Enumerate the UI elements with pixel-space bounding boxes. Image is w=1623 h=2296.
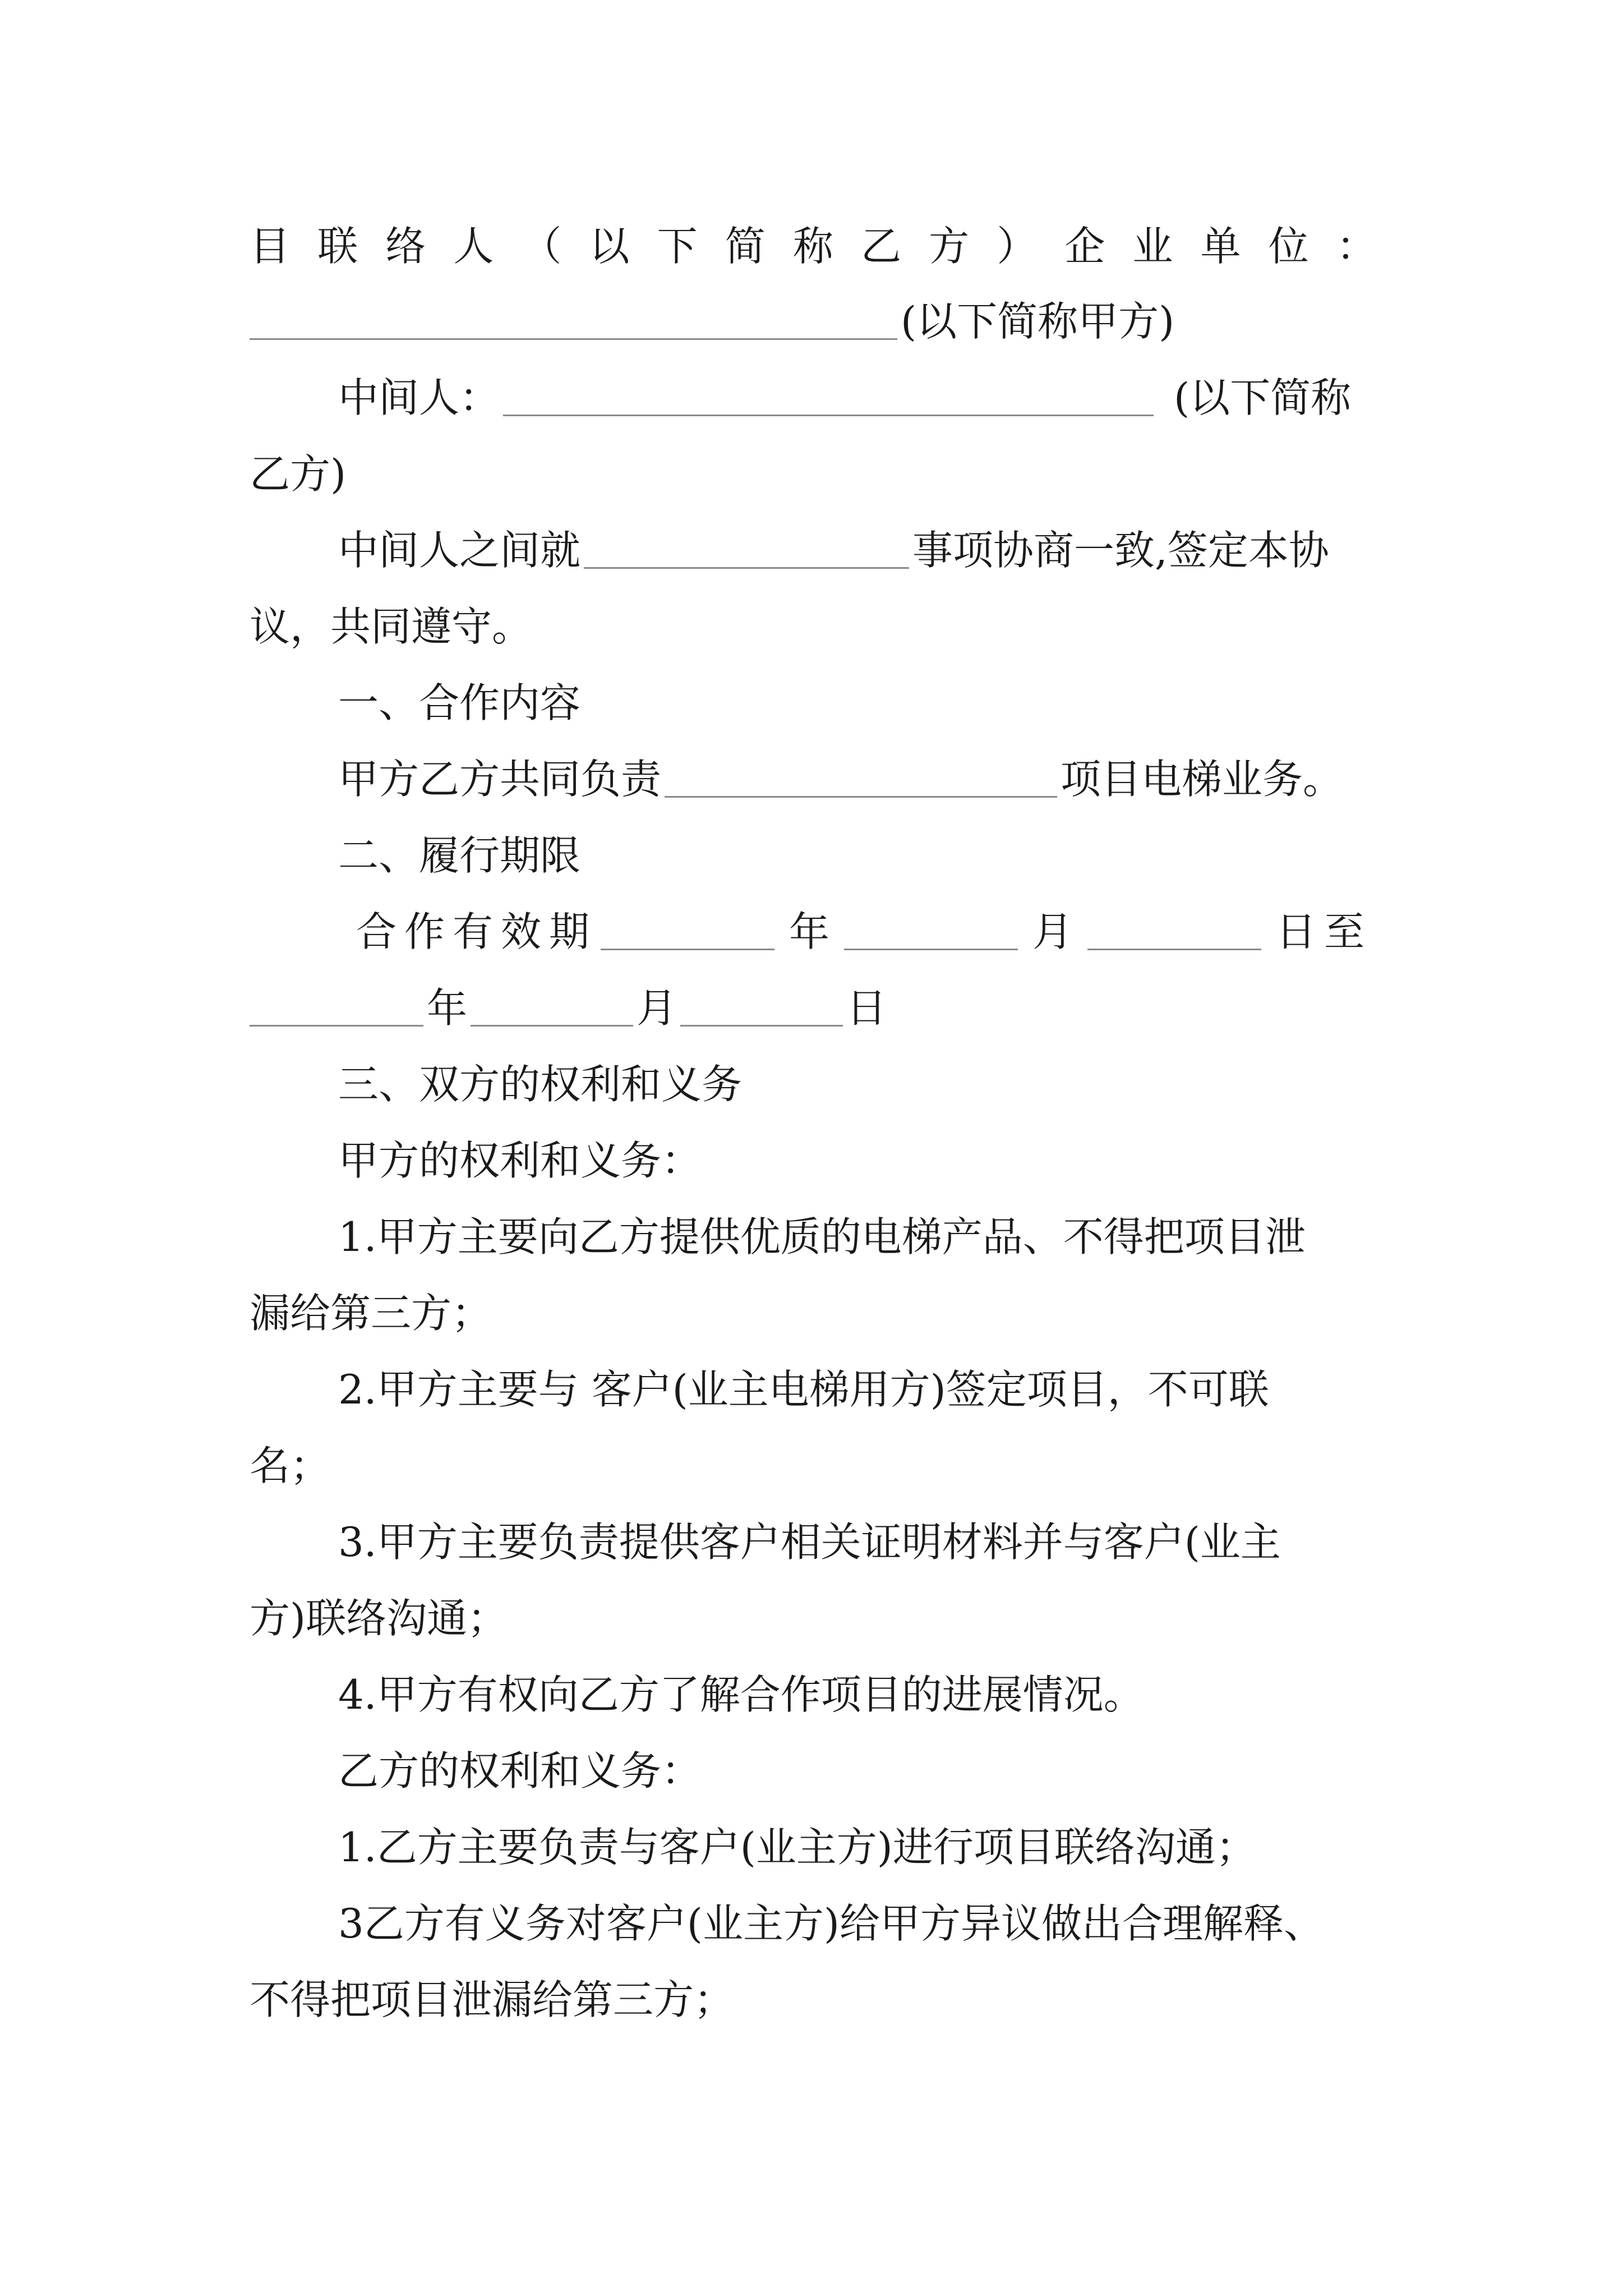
text: 3乙方有义务对客户(业主方)给甲方异议做出合理解释、 [338,1900,1324,1947]
party-a-item-4 [250,1669,1377,1720]
party-a-blank [250,303,897,340]
start-day-blank [1087,914,1261,950]
text: 年 [427,984,468,1032]
term-prefix: 合作有效期 [356,908,598,955]
agreement-line-cont [250,601,1377,652]
party-a-item-3-cont [250,1593,1377,1644]
party-a-suffix: (以下简称甲方) [901,298,1175,345]
agreement-prefix: 中间人之间就 [338,527,581,574]
party-line-char: 下 [657,223,698,270]
intermediary-label: 中间人： [338,374,500,421]
cooperation-content-line [250,754,1377,804]
text: 3.甲方主要负责提供客户相关证明材料并与客户(业主 [338,1519,1281,1566]
party-line-char: 企 [1064,223,1105,270]
end-day-blank [680,990,843,1027]
party-line-char: 称 [792,223,833,270]
party-a-item-2 [250,1364,1377,1415]
party-b-rights-heading [250,1746,1377,1796]
end-month-blank [471,990,633,1027]
text: 三、双方的权利和义务 [338,1061,743,1108]
party-line-char: （ [521,223,562,270]
text: 漏给第三方； [250,1290,492,1337]
text: 议，共同遵守。 [250,603,533,650]
start-year-blank [601,914,774,950]
text: 乙方的权利和义务： [338,1747,702,1795]
text: 一、合作内容 [338,679,581,726]
text: 1.甲方主要向乙方提供优质的电梯产品、不得把项目泄 [338,1213,1306,1260]
section-heading-2 [250,830,1377,881]
matter-blank [584,532,909,569]
party-a-item-1 [250,1212,1377,1262]
party-line-1 [250,221,1377,272]
text: 日至 [1276,908,1373,955]
text: 年 [789,908,830,955]
section-heading-3 [250,1059,1377,1110]
party-line-char: 业 [1132,223,1173,270]
intermediary-line-cont [250,449,1377,499]
party-line-char: 方 [929,223,970,270]
intermediary-blank [503,380,1154,416]
party-a-rights-heading [250,1135,1377,1186]
party-line-char: ） [997,223,1038,270]
end-year-blank [250,990,423,1027]
text: 乙方) [250,450,347,498]
party-line-char: 以 [589,223,630,270]
party-line-char: 简 [725,223,766,270]
party-line-char: ： [1336,223,1377,270]
cooperation-suffix: 项目电梯业务。 [1061,756,1344,803]
text: 方)联络沟通； [250,1595,508,1642]
party-a-item-2-cont [250,1441,1377,1491]
text: 4.甲方有权向乙方了解合作项目的进展情况。 [338,1671,1144,1718]
text: 2.甲方主要与 客户(业主电梯用方)签定项目，不可联 [338,1366,1269,1413]
text: 日 [846,984,887,1032]
agreement-suffix: 事项协商一致,签定本协 [912,527,1329,574]
party-b-item-1 [250,1822,1377,1872]
party-line-char: 联 [317,223,358,270]
section-heading-1 [250,678,1377,728]
text: 甲方的权利和义务： [338,1137,702,1184]
party-line-char: 乙 [860,223,901,270]
cooperation-prefix: 甲方乙方共同负责 [338,756,662,803]
party-b-item-3-cont [250,1975,1377,2025]
term-line [250,907,1377,957]
intermediary-suffix: (以下简称 [1174,374,1352,421]
agreement-line [250,525,1377,576]
party-line-char: 人 [453,223,494,270]
term-line-cont [250,983,1377,1033]
text: 月 [637,984,677,1032]
intermediary-line [250,372,1377,423]
party-line-char: 位 [1268,223,1309,270]
party-line-char: 单 [1200,223,1241,270]
party-line-char: 络 [385,223,426,270]
text: 1.乙方主要负责与客户(业主方)进行项目联络沟通； [338,1824,1256,1871]
text: 月 [1032,908,1073,955]
start-month-blank [844,914,1018,950]
project-blank [665,761,1057,798]
party-line-char: 目 [250,223,291,270]
text: 不得把项目泄漏给第三方； [250,1976,735,2023]
party-b-item-3 [250,1898,1377,1949]
party-a-item-3 [250,1517,1377,1567]
text: 名； [250,1442,331,1489]
text: 二、履行期限 [338,832,581,879]
party-a-item-1-cont [250,1288,1377,1338]
party-a-line [250,296,1377,347]
